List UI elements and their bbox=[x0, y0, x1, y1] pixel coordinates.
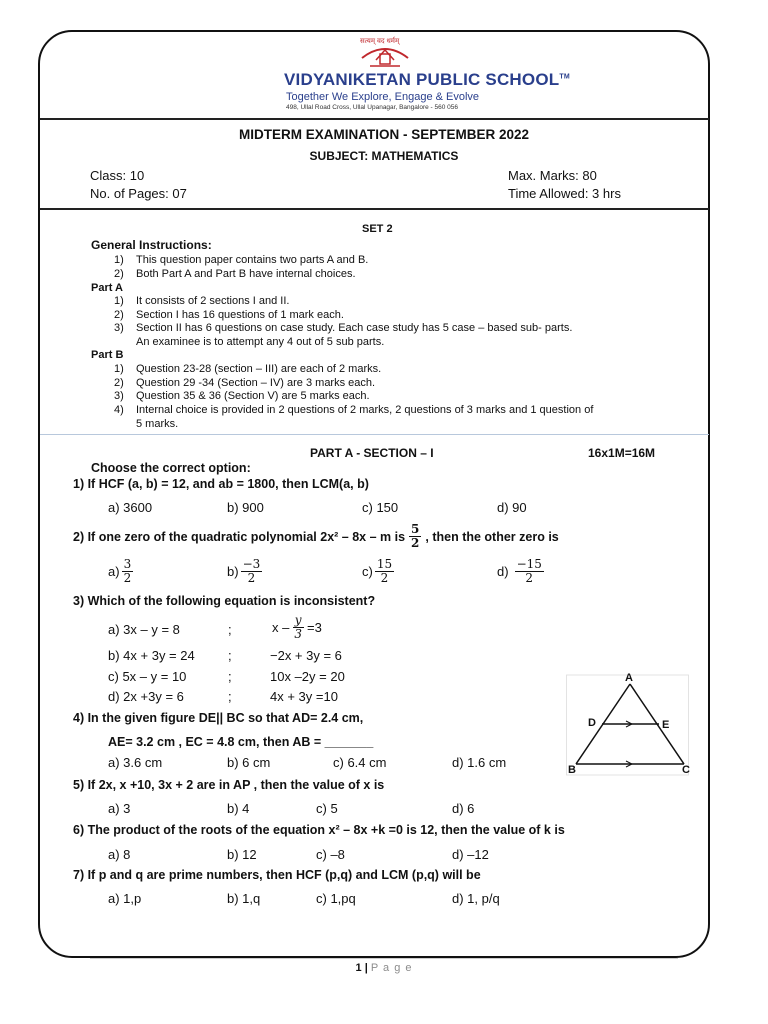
instr-text: Question 23-28 (section – III) are each of 2 marks. bbox=[136, 363, 382, 375]
q1-option-b: b) 900 bbox=[227, 500, 264, 515]
question-5: 5) If 2x, x +10, 3x + 2 are in AP , then the value of x is bbox=[73, 778, 385, 792]
q3-row-a-left: a) 3x – y = 8 bbox=[108, 622, 180, 637]
q7-option-d: d) 1, p/q bbox=[452, 891, 500, 906]
instr-text: Question 29 -34 (Section – IV) are 3 marks each. bbox=[136, 377, 376, 389]
q5-option-a: a) 3 bbox=[108, 801, 131, 816]
option-fraction bbox=[375, 558, 394, 585]
q7-option-c: c) 1,pq bbox=[316, 891, 356, 906]
q3-row-c-right: 10x –2y = 20 bbox=[270, 669, 345, 684]
question-3: 3) Which of the following equation is inconsistent? bbox=[73, 594, 376, 608]
q1-option-c: c) 150 bbox=[362, 500, 399, 515]
q3-row-d-right: 4x + 3y =10 bbox=[270, 689, 338, 704]
question-1: 1) If HCF (a, b) = 12, and ab = 1800, then LCM(a, b) bbox=[73, 477, 369, 491]
question-7: 7) If p and q are prime numbers, then HCF (p,q) and LCM (p,q) will be bbox=[73, 868, 481, 882]
q1-option-a: a) 3600 bbox=[108, 500, 153, 515]
page-word: P a g e bbox=[370, 962, 413, 974]
frac-den: 2 bbox=[411, 536, 420, 550]
exam-title: MIDTERM EXAMINATION - SEPTEMBER 2022 bbox=[238, 127, 530, 142]
option-label: c) bbox=[362, 564, 373, 579]
option-fraction bbox=[241, 558, 263, 585]
q3-row-a-sep: ; bbox=[228, 622, 232, 637]
q3-row-c-left: c) 5x – y = 10 bbox=[108, 669, 187, 684]
instructions-heading: General Instructions: bbox=[91, 238, 212, 252]
instr-num: 3) bbox=[114, 322, 124, 334]
instr-text: Internal choice is provided in 2 questions of 2 marks, 2 questions of 3 marks and 1 question of bbox=[136, 404, 594, 416]
vertex-a-label: A bbox=[625, 672, 633, 684]
part-b-label: Part B bbox=[91, 349, 124, 361]
q2-text-end: , then the other zero is bbox=[425, 529, 559, 544]
q4-option-d: d) 1.6 cm bbox=[452, 755, 507, 770]
q3-row-d-sep: ; bbox=[228, 689, 232, 704]
question-6: 6) The product of the roots of the equation x² – 8x +k =0 is 12, then the value of k is bbox=[73, 823, 565, 837]
page-number: 1 bbox=[355, 962, 362, 974]
option-fraction bbox=[515, 558, 544, 585]
q2-text: 2) If one zero of the quadratic polynomial 2x² – 8x – m is bbox=[73, 529, 406, 544]
school-address: 498, Ullal Road Cross, Ullal Upanagar, Bangalore - 560 056 bbox=[286, 104, 458, 111]
info-divider bbox=[40, 208, 709, 210]
q5-option-c: c) 5 bbox=[316, 801, 338, 816]
instr-note: An examinee is to attempt any 4 out of 5 sub parts. bbox=[136, 336, 385, 348]
instr-num: 1) bbox=[114, 363, 124, 375]
vertex-d-label: D bbox=[588, 717, 596, 729]
q2-option-a bbox=[108, 558, 133, 585]
option-fraction bbox=[122, 558, 134, 585]
instr-num: 1) bbox=[114, 295, 124, 307]
q6-option-a: a) 8 bbox=[108, 847, 131, 862]
eq-fraction bbox=[292, 614, 304, 641]
time-allowed: Time Allowed: 3 hrs bbox=[508, 186, 621, 201]
q5-option-b: b) 4 bbox=[227, 801, 250, 816]
q6-option-b: b) 12 bbox=[227, 847, 257, 862]
vertex-c-label: C bbox=[682, 764, 690, 776]
vertex-e-label: E bbox=[662, 719, 670, 731]
frac-num: 15 bbox=[376, 557, 393, 571]
q2-option-b bbox=[227, 558, 262, 585]
frac-num: −3 bbox=[242, 557, 261, 571]
max-marks: Max. Marks: 80 bbox=[508, 168, 597, 183]
school-name: VIDYANIKETAN PUBLIC SCHOOL bbox=[284, 70, 560, 89]
instr-num: 2) bbox=[114, 377, 124, 389]
q3-row-b-left: b) 4x + 3y = 24 bbox=[108, 648, 195, 663]
section-marks: 16x1M=16M bbox=[588, 446, 656, 460]
instr-text: It consists of 2 sections I and II. bbox=[136, 295, 290, 307]
frac-den: 2 bbox=[247, 571, 256, 585]
page-separator: | bbox=[364, 962, 368, 974]
q7-option-a: a) 1,p bbox=[108, 891, 142, 906]
eq-pre: x – bbox=[272, 620, 290, 635]
exam-subject: SUBJECT: MATHEMATICS bbox=[309, 149, 459, 163]
instructions-divider bbox=[40, 434, 709, 435]
frac-num: 5 bbox=[411, 522, 420, 536]
option-label: d) bbox=[497, 564, 509, 579]
class-info: Class: 10 bbox=[90, 168, 145, 183]
question-2 bbox=[73, 523, 559, 550]
q4-option-b: b) 6 cm bbox=[227, 755, 271, 770]
instr-num: 4) bbox=[114, 404, 124, 416]
header-divider bbox=[40, 118, 709, 120]
instr-num: 2) bbox=[114, 268, 124, 280]
vertex-b-label: B bbox=[568, 764, 576, 776]
q2-fraction bbox=[409, 523, 421, 550]
frac-num: y bbox=[294, 613, 302, 627]
instr-num: 1) bbox=[114, 254, 124, 266]
set-label: SET 2 bbox=[362, 223, 393, 235]
section-directive: Choose the correct option: bbox=[91, 461, 251, 475]
question-4: 4) In the given figure DE|| BC so that AD= 2.4 cm, bbox=[73, 711, 364, 725]
instr-text: Both Part A and Part B have internal choices. bbox=[136, 268, 356, 280]
q5-option-d: d) 6 bbox=[452, 801, 475, 816]
option-label: a) bbox=[108, 564, 120, 579]
trademark: TM bbox=[559, 73, 570, 81]
q3-row-d-left: d) 2x +3y = 6 bbox=[108, 689, 184, 704]
q2-option-d bbox=[497, 558, 544, 585]
footer-rule bbox=[90, 958, 678, 959]
q4-option-c: c) 6.4 cm bbox=[333, 755, 387, 770]
eq-post: =3 bbox=[306, 620, 322, 635]
part-a-label: Part A bbox=[91, 282, 123, 294]
option-label: b) bbox=[227, 564, 239, 579]
q6-option-d: d) –12 bbox=[452, 847, 489, 862]
instr-num: 2) bbox=[114, 309, 124, 321]
frac-den: 2 bbox=[123, 571, 132, 585]
q1-option-d: d) 90 bbox=[497, 500, 527, 515]
instr-cont: 5 marks. bbox=[136, 418, 179, 430]
q3-row-b-sep: ; bbox=[228, 648, 232, 663]
instr-text: Section II has 6 questions on case study. Each case study has 5 case – based sub- parts. bbox=[136, 322, 573, 334]
school-name-wrap bbox=[284, 70, 570, 90]
instr-text: This question paper contains two parts A and B. bbox=[136, 254, 369, 266]
triangle-figure bbox=[566, 672, 691, 778]
q3-row-c-sep: ; bbox=[228, 669, 232, 684]
frac-den: 2 bbox=[525, 571, 534, 585]
q2-option-c bbox=[362, 558, 394, 585]
instr-text: Section I has 16 questions of 1 mark each. bbox=[136, 309, 344, 321]
instr-num: 3) bbox=[114, 390, 124, 402]
instr-text: Question 35 & 36 (Section V) are 5 marks each. bbox=[136, 390, 370, 402]
frac-num: 3 bbox=[123, 557, 132, 571]
q7-option-b: b) 1,q bbox=[227, 891, 261, 906]
q6-option-c: c) –8 bbox=[316, 847, 345, 862]
emblem-text: सत्यम् वद धर्मम् bbox=[360, 38, 400, 45]
section-title: PART A - SECTION – I bbox=[310, 446, 434, 460]
pages-info: No. of Pages: 07 bbox=[90, 186, 187, 201]
q4-option-a: a) 3.6 cm bbox=[108, 755, 163, 770]
question-4-line2: AE= 3.2 cm , EC = 4.8 cm, then AB = _______ bbox=[108, 735, 374, 749]
frac-den: 2 bbox=[380, 571, 389, 585]
frac-num: −15 bbox=[516, 557, 542, 571]
q3-row-b-right: −2x + 3y = 6 bbox=[270, 648, 342, 663]
q3-row-a-right bbox=[272, 614, 322, 641]
school-tagline: Together We Explore, Engage & Evolve bbox=[286, 91, 480, 103]
page-footer bbox=[0, 962, 768, 974]
frac-den: 3 bbox=[294, 627, 302, 641]
